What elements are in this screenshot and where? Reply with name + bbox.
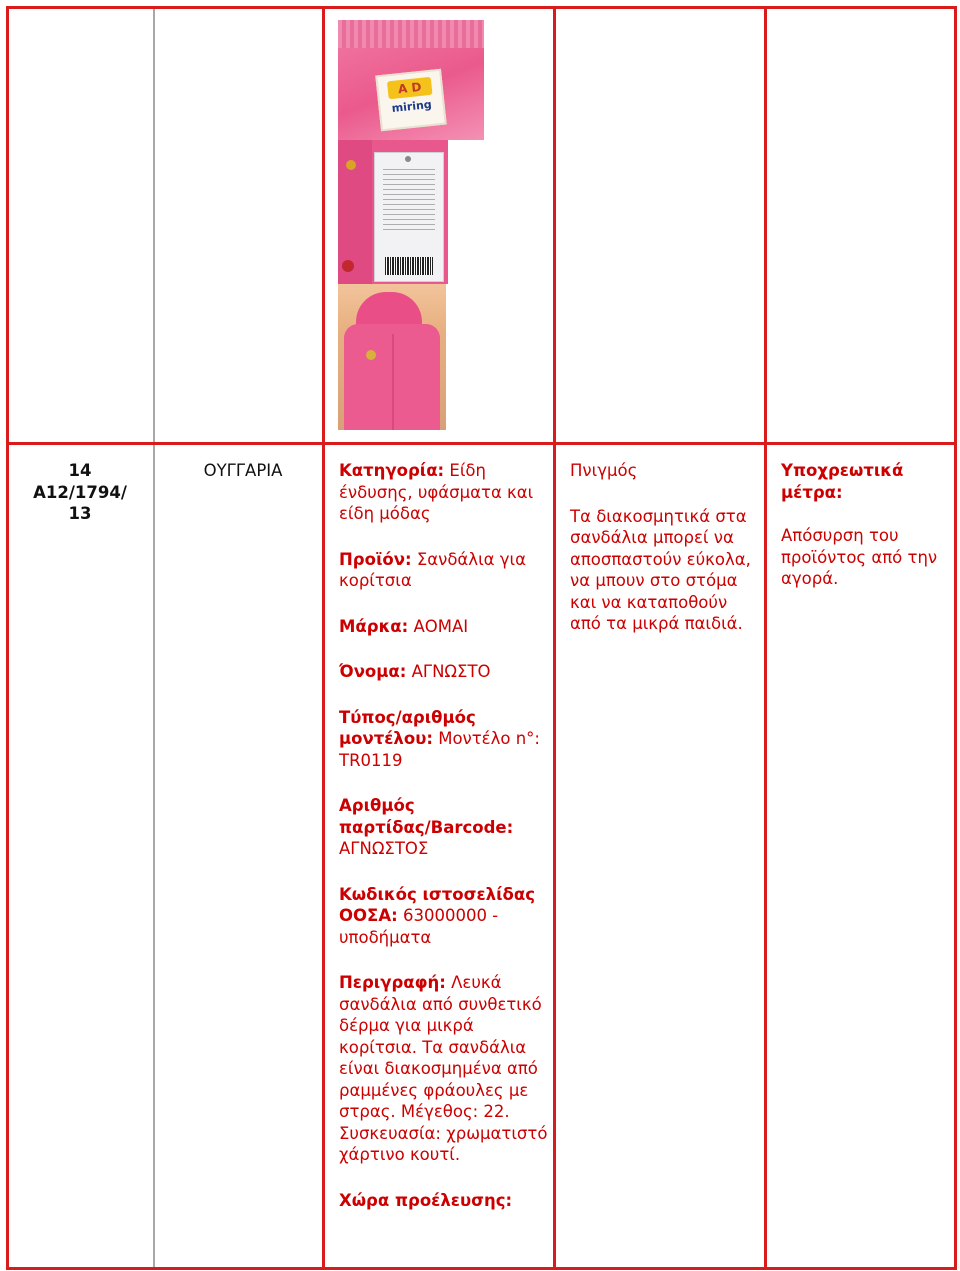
measures-text: Απόσυρση του προϊόντος από την αγορά. <box>781 526 938 588</box>
name-field <box>339 661 549 683</box>
category-value: Είδη ένδυσης, υφάσματα και είδη μόδας <box>339 461 534 523</box>
notifying-country: ΟΥΓΓΑΡΙΑ <box>203 461 283 480</box>
table-border-bottom <box>7 1267 957 1270</box>
brand-logo: A D <box>387 77 433 100</box>
hang-tag <box>374 152 444 282</box>
description-value: Λευκά σανδάλια από συνθετικό δέρμα για μικρά κορίτσια. Τα σανδάλια είναι διακοσμημένα από ραμμένες φράουλες με στρας. Μέγεθος: 22. Συσκευασία: χρωματιστό χάρτινο κουτί. <box>339 973 548 1164</box>
description-field <box>339 972 549 1166</box>
measures-cell <box>781 460 949 614</box>
measures-label: Υποχρεωτικά μέτρα: <box>781 461 904 502</box>
origin-field <box>339 1190 549 1212</box>
product-value: Σανδάλια για κορίτσια <box>339 549 526 590</box>
table-border-right <box>954 6 957 1270</box>
code-label: Κωδικός ιστοσελίδας ΟΟΣΑ: <box>339 884 535 925</box>
product-label: Προϊόν: <box>339 549 412 569</box>
name-label: Όνομα: <box>339 662 407 681</box>
row-number-cell <box>20 460 140 525</box>
risk-description: Τα διακοσμητικά στα σανδάλια μπορεί να αποσπαστούν εύκολα, να μπουν στο στόμα και να καταποθούν από τα μικρά παιδιά. <box>570 506 751 633</box>
column-divider-2 <box>322 6 325 1270</box>
table-border-top <box>7 6 957 9</box>
reference-line-1: A12/1794/ <box>33 482 127 502</box>
barcode-icon <box>385 257 433 275</box>
product-field <box>339 549 549 592</box>
garment-photo <box>338 284 446 430</box>
column-divider-3 <box>553 6 556 1270</box>
origin-label: Χώρα προέλευσης: <box>339 1190 513 1210</box>
brand-name: miring <box>391 97 433 116</box>
category-field <box>339 460 549 525</box>
name-value: ΑΓΝΩΣΤΟ <box>411 662 491 681</box>
column-divider-4 <box>764 6 767 1270</box>
description-label: Περιγραφή: <box>339 973 446 992</box>
category-label: Κατηγορία: <box>339 461 445 480</box>
batch-value: ΑΓΝΩΣΤΟΣ <box>339 839 429 858</box>
product-details-cell <box>339 460 549 1211</box>
code-value: 63000000 - υποδήματα <box>339 906 499 947</box>
country-cell <box>170 460 316 482</box>
waistband <box>338 20 484 48</box>
column-divider-1 <box>153 6 155 1270</box>
risk-type: Πνιγμός <box>570 461 638 480</box>
table-border-left <box>6 6 9 1270</box>
brand-value: ΑΟΜΑΙ <box>413 616 469 636</box>
tag-text-lines <box>383 169 435 233</box>
code-field <box>339 884 549 949</box>
dress-body <box>344 324 440 430</box>
reference-line-2: 13 <box>68 504 92 523</box>
tag-photo <box>338 140 448 284</box>
fabric-edge <box>338 140 372 284</box>
model-value: Μοντέλο n°: TR0119 <box>339 729 540 770</box>
batch-field <box>339 795 549 860</box>
row-number: 14 <box>68 461 92 480</box>
risk-cell <box>570 460 754 659</box>
row-divider <box>7 442 957 445</box>
brand-label <box>375 69 446 132</box>
brand-field <box>339 616 549 638</box>
label-photo <box>338 20 484 140</box>
model-label: Τύπος/αριθμός μοντέλου: <box>339 707 476 748</box>
brand-label-text: Μάρκα: <box>339 616 409 636</box>
batch-label: Αριθμός παρτίδας/Barcode: <box>339 796 514 837</box>
model-field <box>339 707 549 772</box>
